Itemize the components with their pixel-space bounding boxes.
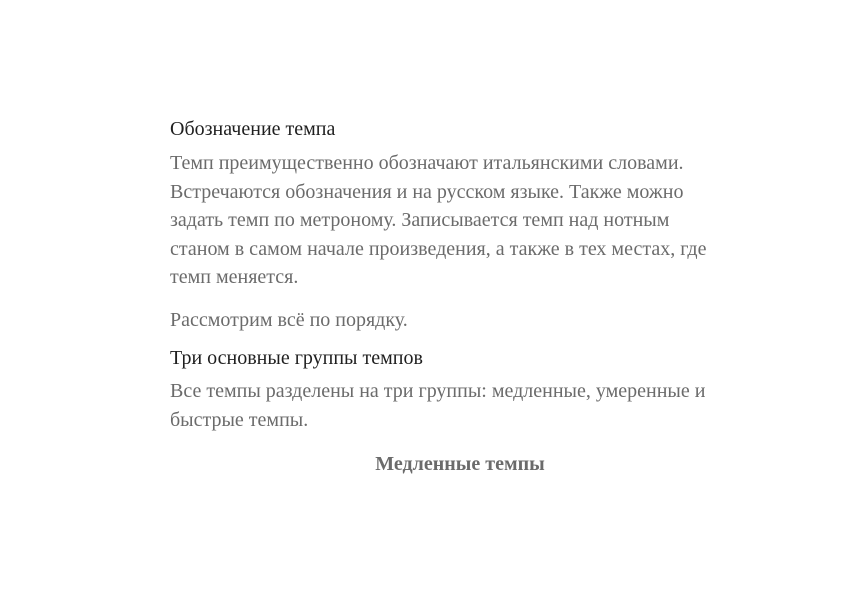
- section-heading-tempo-notation: Обозначение темпа: [170, 118, 336, 140]
- paragraph-tempo-groups: Все темпы разделены на три группы: медленные, умеренные и быстрые темпы.: [170, 380, 706, 431]
- paragraph-in-order: Рассмотрим всё по порядку.: [170, 308, 408, 331]
- paragraph-tempo-notation: Темп преимущественно обозначают итальянскими словами. Встречаются обозначения и на русском языке. Также можно задать темп по метроному. Записывается темп над нотным станом в самом начале произведения, а также в тех местах, где темп меняется.: [170, 152, 707, 288]
- document-content: [170, 115, 730, 478]
- subheading-slow-tempos: Медленные темпы: [375, 453, 545, 475]
- section-heading-tempo-groups: Три основные группы темпов: [170, 347, 423, 369]
